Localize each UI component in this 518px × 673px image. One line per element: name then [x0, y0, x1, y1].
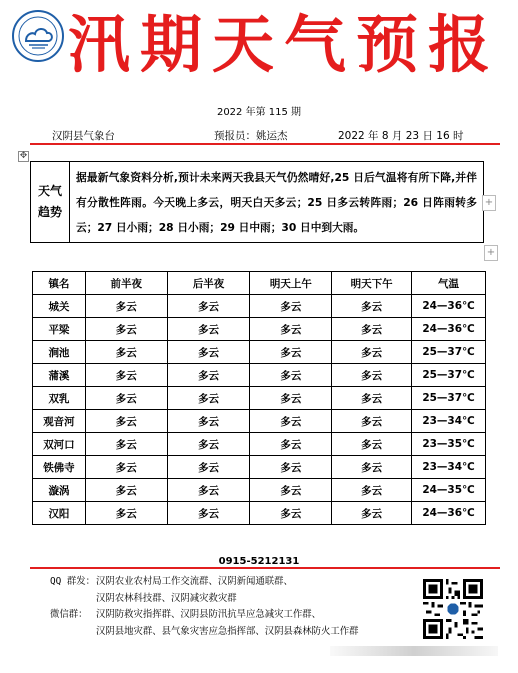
issue-datetime: 2022 年 8 月 23 日 16 时: [338, 130, 464, 142]
town-name: 观音河: [33, 410, 86, 433]
temperature-cell: 25—37℃: [412, 387, 486, 410]
town-name: 双乳: [33, 387, 86, 410]
table-header-row: [33, 272, 486, 295]
distribution-groups: [50, 574, 359, 640]
watermark: [330, 646, 498, 656]
forecast-cell: 多云: [85, 456, 167, 479]
wechat-label: 微信群：: [50, 609, 88, 620]
header-temperature: 气温: [412, 272, 486, 295]
forecast-table: [32, 271, 486, 525]
wechat-groups-line1: [50, 607, 359, 624]
qq-groups-line2: [50, 591, 359, 608]
town-name: 漩涡: [33, 479, 86, 502]
header-town: 镇名: [33, 272, 86, 295]
table-row: [33, 318, 486, 341]
temperature-cell: 24—36℃: [412, 318, 486, 341]
forecast-cell: 多云: [250, 364, 332, 387]
wechat-groups-text1: 汉阴防救灾指挥群、汉阴县防汛抗旱应急减灾工作群、: [96, 609, 322, 620]
table-row: [33, 433, 486, 456]
qq-label: QQ 群发：: [50, 576, 96, 587]
forecast-cell: 多云: [250, 479, 332, 502]
qr-code-icon: [423, 579, 483, 639]
forecast-cell: 多云: [167, 479, 250, 502]
forecast-cell: 多云: [250, 502, 332, 525]
temperature-cell: 25—37℃: [412, 341, 486, 364]
table-row: [33, 295, 486, 318]
forecast-cell: 多云: [85, 410, 167, 433]
forecast-cell: 多云: [332, 456, 412, 479]
table-row: [33, 341, 486, 364]
forecast-cell: 多云: [332, 364, 412, 387]
forecast-cell: 多云: [167, 387, 250, 410]
forecast-cell: 多云: [167, 295, 250, 318]
forecast-cell: 多云: [85, 479, 167, 502]
forecaster-label: 预报员：: [214, 130, 256, 142]
forecast-cell: 多云: [332, 295, 412, 318]
forecast-cell: 多云: [167, 318, 250, 341]
temperature-cell: 23—34℃: [412, 410, 486, 433]
town-name: 铁佛寺: [33, 456, 86, 479]
forecast-cell: 多云: [85, 433, 167, 456]
wechat-groups-line2: [50, 624, 359, 641]
town-name: 平梁: [33, 318, 86, 341]
header-tomorrow-afternoon: 明天下午: [332, 272, 412, 295]
forecast-cell: 多云: [167, 364, 250, 387]
forecast-cell: 多云: [85, 502, 167, 525]
forecast-cell: 多云: [250, 341, 332, 364]
forecast-cell: 多云: [167, 341, 250, 364]
contact-phone: 0915-5212131: [218, 556, 300, 567]
forecast-cell: 多云: [332, 502, 412, 525]
trend-label-line2: 趋势: [37, 205, 62, 219]
table-move-handle-icon[interactable]: ✥: [19, 151, 28, 161]
table-row: [33, 387, 486, 410]
temperature-cell: 24—35℃: [412, 479, 486, 502]
issue-number: 2022 年第 115 期: [216, 107, 302, 118]
forecast-cell: 多云: [85, 318, 167, 341]
station-name: 汉阴县气象台: [52, 130, 115, 142]
weather-trend-box: [30, 161, 484, 243]
forecast-cell: 多云: [250, 433, 332, 456]
qq-groups-text2: 汉阴农林科技群、汉阴减灾救灾群: [96, 592, 237, 604]
qq-groups-line1: [50, 574, 359, 591]
table-row: [33, 502, 486, 525]
temperature-cell: 24—36℃: [412, 295, 486, 318]
table-row: [33, 456, 486, 479]
temperature-cell: 23—35℃: [412, 433, 486, 456]
temperature-cell: 25—37℃: [412, 364, 486, 387]
footer-divider: [30, 567, 500, 569]
header-second-half-night: 后半夜: [167, 272, 250, 295]
forecast-cell: 多云: [85, 364, 167, 387]
forecaster-name: 姚运杰: [256, 130, 288, 142]
forecast-cell: 多云: [250, 387, 332, 410]
town-name: 蒲溪: [33, 364, 86, 387]
add-row-plus-icon[interactable]: +: [484, 245, 498, 261]
header-first-half-night: 前半夜: [85, 272, 167, 295]
forecast-cell: 多云: [167, 502, 250, 525]
table-row: [33, 364, 486, 387]
forecast-cell: 多云: [250, 295, 332, 318]
trend-text: 据最新气象资料分析,预计未来两天我县天气仍然晴好,25 日后气温将有所下降,并伴有分散性阵雨。今天晚上多云，明天白天多云；25 日多云转阵雨；26 日阵雨转多云；27 日小雨；28 日小雨；29 日中雨；30 日中到大雨。: [76, 171, 477, 234]
forecast-cell: 多云: [332, 387, 412, 410]
forecast-cell: 多云: [85, 295, 167, 318]
forecast-cell: 多云: [332, 433, 412, 456]
trend-label: [31, 162, 70, 242]
town-name: 涧池: [33, 341, 86, 364]
forecast-cell: 多云: [332, 410, 412, 433]
qq-groups-text1: 汉阴农业农村局工作交流群、汉阴新闻通联群、: [96, 576, 293, 587]
forecast-cell: 多云: [332, 479, 412, 502]
trend-label-line1: 天气: [37, 184, 62, 198]
wechat-groups-text2: 汉阴县地灾群、县气象灾害应急指挥部、汉阴县森林防火工作群: [96, 625, 359, 637]
town-name: 城关: [33, 295, 86, 318]
forecast-cell: 多云: [167, 433, 250, 456]
forecast-cell: 多云: [85, 387, 167, 410]
forecast-cell: 多云: [250, 410, 332, 433]
forecast-cell: 多云: [332, 341, 412, 364]
forecast-cell: 多云: [332, 318, 412, 341]
add-column-plus-icon[interactable]: +: [482, 195, 496, 211]
forecast-cell: 多云: [167, 410, 250, 433]
meteorological-logo-icon: [12, 10, 64, 62]
header-tomorrow-morning: 明天上午: [250, 272, 332, 295]
town-name: 汉阳: [33, 502, 86, 525]
forecaster: [214, 128, 288, 143]
town-name: 双河口: [33, 433, 86, 456]
page-title: 汛期天气预报: [68, 8, 501, 81]
forecast-cell: 多云: [85, 341, 167, 364]
temperature-cell: 23—34℃: [412, 456, 486, 479]
temperature-cell: 24—36℃: [412, 502, 486, 525]
table-row: [33, 410, 486, 433]
forecast-cell: 多云: [250, 456, 332, 479]
table-row: [33, 479, 486, 502]
forecast-cell: 多云: [250, 318, 332, 341]
forecast-cell: 多云: [167, 456, 250, 479]
header-divider: [30, 143, 500, 145]
